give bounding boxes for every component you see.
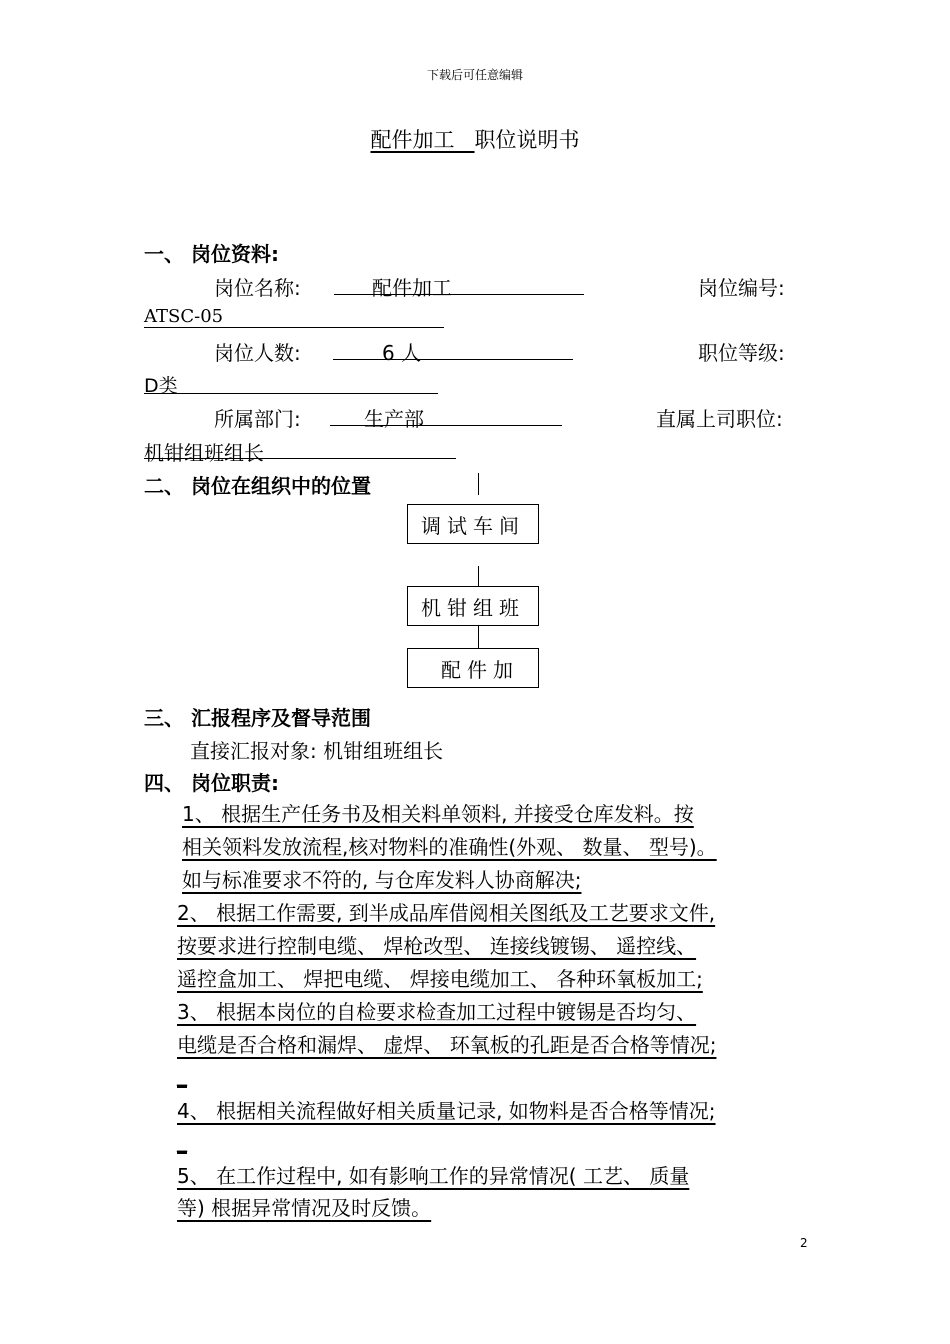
duty-line: 等) 根据异常情况及时反馈。 xyxy=(177,1196,432,1220)
duty-line: 1、 根据生产任务书及相关料单领料, 并接受仓库发料。按 xyxy=(182,802,694,826)
report-to: 直接汇报对象: 机钳组班组长 xyxy=(190,739,444,763)
org-connector-2 xyxy=(478,626,479,648)
department-underline xyxy=(330,425,562,426)
page-number: 2 xyxy=(800,1236,808,1250)
headcount-underline xyxy=(333,359,573,360)
department-value: 生产部 xyxy=(364,407,424,431)
section1-heading: 一、 岗位资料: xyxy=(144,242,279,266)
org-box-workshop: 调试车间 xyxy=(407,504,539,544)
duty-line: 5、 在工作过程中, 如有影响工作的异常情况( 工艺、 质量 xyxy=(177,1164,690,1188)
position-name-underline xyxy=(334,294,584,295)
supervisor-label: 直属上司职位: xyxy=(656,407,783,431)
section4-heading: 四、 岗位职责: xyxy=(144,771,279,795)
org-box-team: 机钳组班 xyxy=(407,586,539,626)
headcount-value: 6 人 xyxy=(382,341,422,365)
title-position-name: 配件加工 xyxy=(370,128,455,152)
org-connector-top xyxy=(478,473,479,495)
supervisor-value: 机钳组班组长 xyxy=(144,441,264,465)
position-code-underline xyxy=(144,327,444,328)
page-header: 下载后可任意编辑 xyxy=(426,68,523,82)
section3-heading: 三、 汇报程序及督导范围 xyxy=(144,706,371,730)
duty-line: 4、 根据相关流程做好相关质量记录, 如物料是否合格等情况; xyxy=(177,1099,716,1123)
title-suffix: 职位说明书 xyxy=(474,128,580,152)
org-box-position: 配件加 xyxy=(407,648,539,688)
position-code-value: ATSC-05 xyxy=(144,306,224,327)
duty-line: 如与标准要求不符的, 与仓库发料人协商解决; xyxy=(182,868,582,892)
document-title xyxy=(0,124,950,154)
duty-line: 3、 根据本岗位的自检要求检查加工过程中镀锡是否均匀、 xyxy=(177,1000,697,1024)
headcount-label: 岗位人数: xyxy=(214,341,301,365)
position-name-label: 岗位名称: xyxy=(214,276,301,300)
position-name-value: 配件加工 xyxy=(372,276,452,300)
section2-heading: 二、 岗位在组织中的位置 xyxy=(144,474,371,498)
title-gap xyxy=(454,128,474,152)
grade-value: D类 xyxy=(144,375,178,397)
duty-line: _ xyxy=(177,1062,187,1086)
grade-underline xyxy=(144,393,438,394)
grade-label: 职位等级: xyxy=(698,341,785,365)
duty-line: _ xyxy=(177,1128,187,1152)
department-label: 所属部门: xyxy=(214,407,301,431)
duty-line: 按要求进行控制电缆、 焊枪改型、 连接线镀锡、 遥控线、 xyxy=(177,934,697,958)
duty-line: 2、 根据工作需要, 到半成品库借阅相关图纸及工艺要求文件, xyxy=(177,901,716,925)
duty-line: 电缆是否合格和漏焊、 虚焊、 环氧板的孔距是否合格等情况; xyxy=(177,1033,717,1057)
org-connector-1 xyxy=(478,566,479,586)
duty-line: 遥控盒加工、 焊把电缆、 焊接电缆加工、 各种环氧板加工; xyxy=(177,967,703,991)
duty-line: 相关领料发放流程,核对物料的准确性(外观、 数量、 型号)。 xyxy=(182,835,717,859)
supervisor-underline xyxy=(144,458,456,459)
position-code-label: 岗位编号: xyxy=(698,276,785,300)
